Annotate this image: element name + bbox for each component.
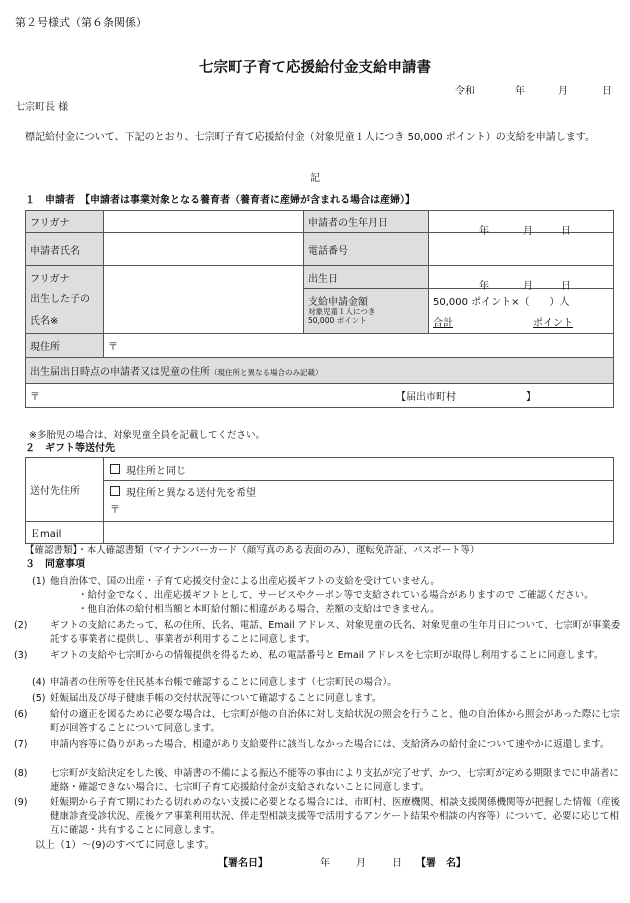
multiple-birth-note: ※多胎児の場合は、対象児童全員を記載してください。 [29,430,265,441]
destination-table [25,457,614,544]
applicant-birth-field[interactable]: 年 月 日 [429,211,614,233]
applicant-name-label: 申請者氏名 [26,233,104,266]
consent-item: (9) 妊娠期から子育て期にわたる切れめのない支援に必要となる場合には、市町村、医療機関、相談支援関係機関等が把握した情報（産後健康診査受診状況、産後ケア事業利用状況、伴走型相談支援等で活用するアンケート結果や相談の内容等）について、必要に応じて相互に確認・共有することに同意します。 [14,797,621,836]
intro-text: 標記給付金について、下記のとおり、七宗町子育て応援給付金（対象児童１人につき 50,000 ポイント）の支給を申請します。 [25,132,595,143]
consent-item: (4) 申請者の住所等を住民基本台帳で確認することに同意します（七宗町民の場合）。 [32,677,397,688]
consent-item: (8) 七宗町が支給決定をした後、申請書の不備による振込不能等の事由により支払が完了せず、かつ、七宗町が定める期限までに申請者に連絡・確認できない場合に、七宗町子育て応援給付金が支給されないことに同意します。 [14,768,619,793]
consent-item: (2) ギフトの支給にあたって、私の住所、氏名、電話、Email アドレス、対象児童の氏名、対象児童の生年月日について、七宗町が事業委託する事業者に提供し、事業者が利用することに同意します。 [14,620,621,645]
phone-label: 電話番号 [304,233,429,266]
amount-sub2: 50,000 ポイント [308,315,367,325]
child-birth-field[interactable]: 年 月 日 [429,266,614,289]
amount-calc: 50,000 ポイント×（ ）人 [433,297,570,308]
signature-date-label: 【署名日】 [218,858,268,869]
email-label: Ｅmail [26,522,104,544]
child-furigana-label: フリガナ [26,266,104,289]
destination-label: 送付先住所 [26,458,104,522]
ki-mark: 記 [310,173,320,184]
addressee: 七宗町長 様 [15,102,69,113]
option-different-address[interactable]: 現住所と異なる送付先を希望 [104,481,613,501]
amount-sub1: 対象児童１人につき [308,306,376,316]
applicant-name-field[interactable] [104,233,304,266]
consent-subitem: ・給付金でなく、出産応援ギフトとして、サービスやクーポン等で支給されている場合がありますので ご確認ください。 [78,590,594,601]
consent-subitem: ・他自治体の給付相当額と本町給付額に相違がある場合、差額の支給はできません。 [78,604,440,615]
form-number: 第２号様式（第６条関係） [15,16,147,29]
section3-heading: ３ 同意事項 [25,559,85,570]
furigana-field[interactable] [104,211,304,233]
birth-address-header: 出生届出日時点の申請者又は児童の住所（現住所と異なる場合のみ記載） [26,358,614,384]
amount-label-cell [304,289,429,334]
applicant-birth-label: 申請者の生年月日 [304,211,429,233]
id-documents: 【確認書類】・本人確認書類（マイナンバーカード（顔写真のある表面のみ）、運転免許証、パスポート等） [25,545,480,556]
applicant-table [25,210,614,408]
amount-cell[interactable] [429,289,614,334]
consent-item: (3) ギフトの支給や七宗町からの情報提供を得るため、私の電話番号と Email アドレスを七宗町が取得し利用することに同意します。 [14,650,604,661]
destination-postal[interactable]: 〒 [110,505,120,516]
furigana-label: フリガナ [26,211,104,233]
consent-item: (6) 給付の適正を図るために必要な場合は、七宗町が他の自治体に対し支給状況の照会を行うこと、他の自治体から照会があった際に七宗町が回答することについて同意します。 [14,709,620,734]
consent-item: (7) 申請内容等に偽りがあった場合、相違があり支給要件に該当しなかった場合には、支給済みの給付金について速やかに返還します。 [14,739,610,750]
checkbox-icon[interactable] [110,464,120,474]
option-same-address[interactable]: 現住所と同じ [104,458,613,481]
child-birth-label: 出生日 [304,266,429,289]
total-line: 合計 ポイント [433,318,573,329]
phone-field[interactable] [429,233,614,266]
child-name-field[interactable] [104,289,304,334]
child-name-label: 出生した子の氏名※ [26,289,104,334]
amount-label: 支給申請金額 [308,296,368,308]
agree-all: 以上（1）～(9)のすべてに同意します。 [35,840,215,851]
consent-item: (5) 妊娠届出及び母子健康手帳の交付状況等について確認することに同意します。 [32,693,382,704]
child-furigana-field[interactable] [104,266,304,289]
checkbox-icon[interactable] [110,486,120,496]
consent-item: (1) 他自治体で、国の出産・子育て応援交付金による出産応援ギフトの支給を受けていません。 [32,576,440,587]
signature-name-label: 【署 名】 [416,858,466,869]
birth-address-field[interactable]: 〒 【届出市町村 】 [26,384,614,408]
section1-heading: １ 申請者 【申請者は事業対象となる養育者（養育者に産婦が含まれる場合は産婦）】 [25,195,415,206]
address-label: 現住所 [26,334,104,358]
page-title: 七宗町子育て応援給付金支給申請書 [199,60,431,76]
address-field[interactable]: 〒 [104,334,614,358]
municipality-label: 【届出市町村 】 [396,392,536,403]
section2-heading: ２ ギフト等送付先 [25,443,115,454]
email-field[interactable] [104,522,614,544]
